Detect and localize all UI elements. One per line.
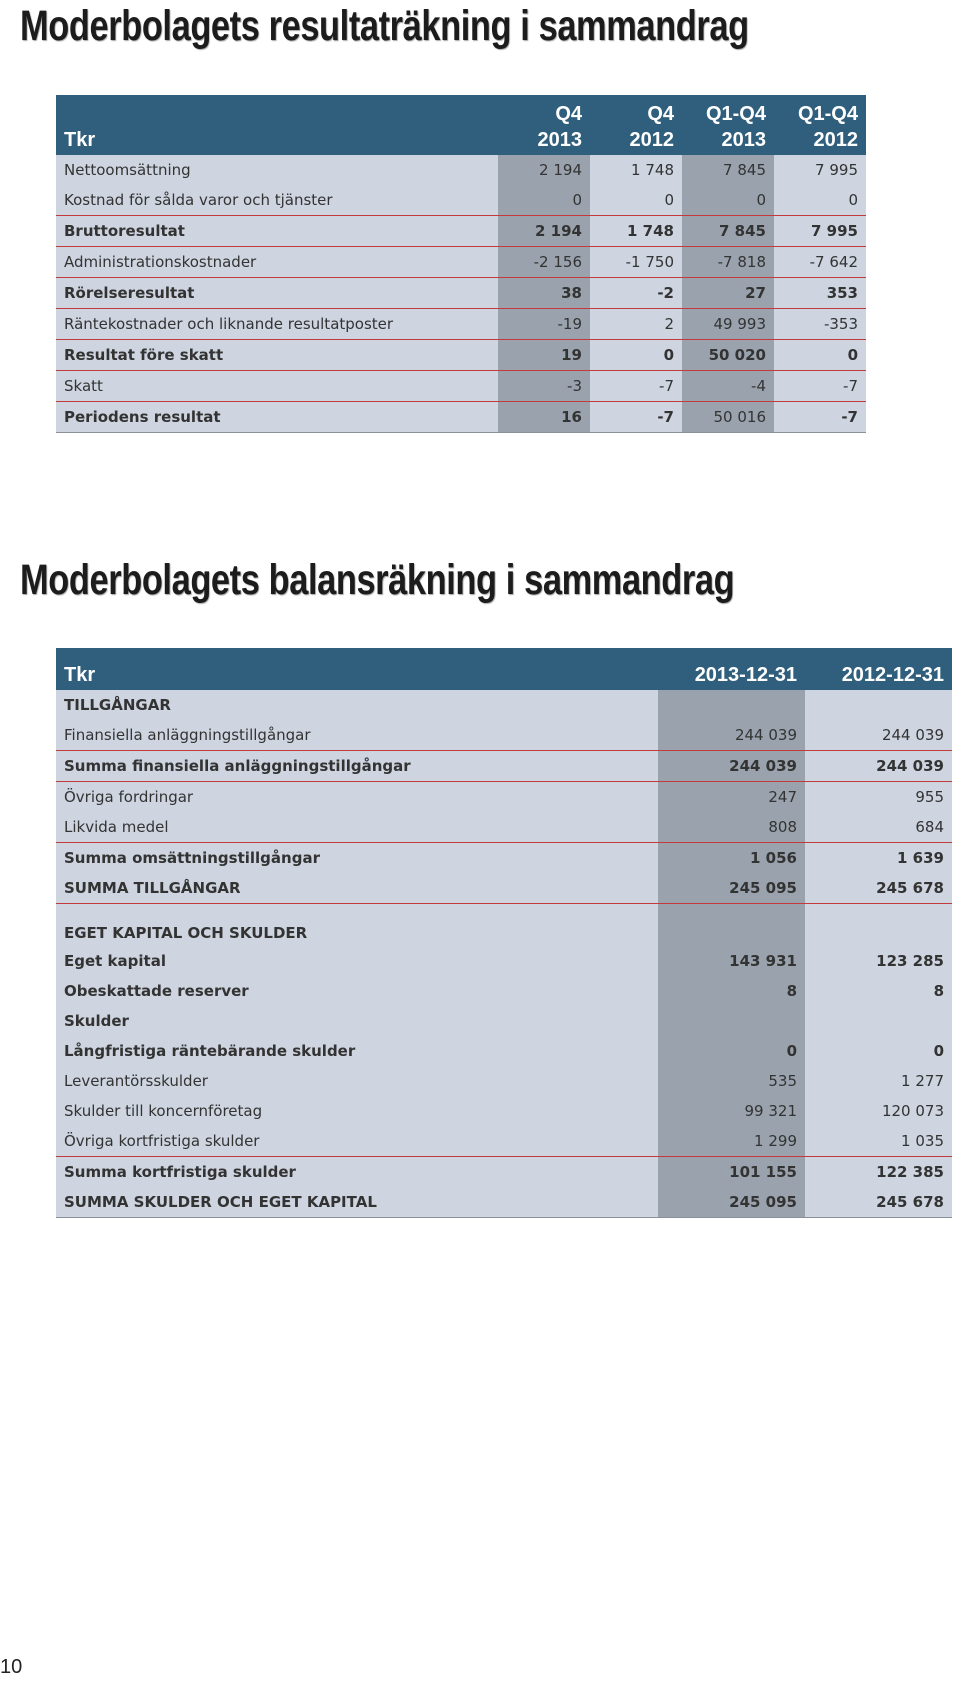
cell-value: -7 [590,371,682,402]
table-row [56,185,866,216]
cell-value: 244 039 [805,751,952,782]
cell-value [658,1006,805,1036]
section-header-row [56,690,952,720]
cell-value: 123 285 [876,952,944,970]
row-label: TILLGÅNGAR [64,696,171,714]
balance-header-row [56,648,952,690]
page-number: 10 [0,1656,23,1678]
table-row [56,751,952,782]
cell-value: 99 321 [658,1096,805,1126]
table-row [56,309,866,340]
table-row [56,340,866,371]
cell-value: 245 678 [876,879,944,897]
row-label: EGET KAPITAL OCH SKULDER [56,904,658,947]
row-label: Resultat före skatt [56,340,498,371]
table-row [56,155,866,185]
row-label: SUMMA TILLGÅNGAR [64,879,241,897]
cell-value: 245 095 [658,873,805,904]
cell-value: 0 [664,191,674,209]
cell-value: 684 [915,818,944,836]
cell-value: 38 [498,278,590,309]
cell-value: 143 931 [658,946,805,976]
cell-value: -7 642 [774,247,866,278]
row-label: Räntekostnader och liknande resultatposter [56,309,498,340]
row-label: Övriga fordringar [56,782,658,813]
table-row [56,1126,952,1157]
table-row [56,782,952,813]
row-label: Summa kortfristiga skulder [56,1157,658,1188]
cell-value: 1 639 [805,843,952,874]
table-row [56,278,866,309]
row-label: Kostnad för sålda varor och tjänster [64,191,333,209]
row-label: Summa omsättningstillgångar [56,843,658,874]
income-column-header: Q4 2012 [590,95,682,155]
table-row [56,812,952,843]
income-header-row [56,95,866,155]
table-row [56,946,952,976]
cell-value: 27 [682,278,774,309]
cell-value: -19 [498,309,590,340]
cell-value: 120 073 [881,1102,944,1120]
table-row [56,843,952,874]
cell-value: 7 995 [815,161,858,179]
cell-value: 1 748 [631,161,674,179]
cell-value: -3 [498,371,590,402]
income-column-header: Q4 2013 [498,95,590,155]
cell-value: -2 [590,278,682,309]
income-label-header: Tkr [56,95,498,155]
cell-value: -4 [682,371,774,402]
table-row [56,976,952,1006]
cell-value [658,690,805,720]
row-label: Rörelseresultat [56,278,498,309]
cell-value: -2 156 [498,247,590,278]
cell-value: 1 035 [901,1132,944,1150]
row-label: SUMMA SKULDER OCH EGET KAPITAL [56,1187,658,1218]
cell-value: 2 194 [498,155,590,185]
cell-value: 247 [658,782,805,813]
cell-value: 8 [658,976,805,1006]
table-row [56,402,866,433]
income-statement-table [56,95,866,433]
row-label: Skatt [56,371,498,402]
cell-value: 244 039 [658,720,805,751]
cell-value: 1 056 [658,843,805,874]
cell-value: 244 039 [881,726,944,744]
cell-value [805,1006,952,1036]
row-label: Finansiella anläggningstillgångar [64,726,311,744]
cell-value: 244 039 [658,751,805,782]
row-label: Skulder [64,1012,129,1030]
table-row [56,1187,952,1218]
cell-value: 7 845 [682,155,774,185]
cell-value: 49 993 [682,309,774,340]
cell-value: 808 [658,812,805,843]
row-label: Eget kapital [64,952,166,970]
table-row [56,247,866,278]
cell-value: 0 [774,340,866,371]
cell-value: 0 [682,185,774,216]
row-label: Leverantörsskulder [64,1072,208,1090]
row-label: Administrationskostnader [56,247,498,278]
row-label: Summa finansiella anläggningstillgångar [56,751,658,782]
cell-value: -7 818 [682,247,774,278]
income-statement-title: Moderbolagets resultaträkning i sammandrag [20,2,749,50]
row-label: Periodens resultat [56,402,498,433]
income-column-header: Q1-Q4 2013 [682,95,774,155]
balance-sheet-table [56,648,952,1218]
cell-value: 19 [498,340,590,371]
cell-value: -7 [590,402,682,433]
cell-value [805,690,952,720]
row-label: Bruttoresultat [56,216,498,247]
table-row [56,1066,952,1096]
cell-value: 0 [658,1036,805,1066]
row-label: Nettoomsättning [64,161,191,179]
cell-value: 50 020 [682,340,774,371]
balance-label-header: Tkr [56,648,658,690]
cell-value: 0 [933,1042,944,1060]
cell-value: -7 [774,371,866,402]
income-column-header: Q1-Q4 2012 [774,95,866,155]
table-row [56,1157,952,1188]
cell-value: 122 385 [805,1157,952,1188]
cell-value: 101 155 [658,1157,805,1188]
cell-value [658,904,805,947]
table-row [56,720,952,751]
table-row [56,1036,952,1066]
table-row [56,1006,952,1036]
cell-value: 353 [774,278,866,309]
table-row [56,873,952,904]
cell-value: 1 277 [901,1072,944,1090]
row-label: Skulder till koncernföretag [64,1102,263,1120]
cell-value: -1 750 [590,247,682,278]
cell-value: 1 299 [658,1126,805,1157]
row-label: Obeskattade reserver [64,982,249,1000]
cell-value: 16 [498,402,590,433]
balance-column-header: 2013-12-31 [658,648,805,690]
cell-value: 50 016 [682,402,774,433]
balance-sheet-title: Moderbolagets balansräkning i sammandrag [20,556,735,604]
cell-value: 0 [848,191,858,209]
cell-value: 7 845 [682,216,774,247]
cell-value: 1 748 [590,216,682,247]
cell-value: 245 678 [805,1187,952,1218]
table-row [56,216,866,247]
table-row [56,1096,952,1126]
cell-value: 2 194 [498,216,590,247]
cell-value: 955 [805,782,952,813]
cell-value: 0 [498,185,590,216]
cell-value: -7 [774,402,866,433]
table-row [56,371,866,402]
cell-value: 245 095 [658,1187,805,1218]
cell-value [805,904,952,947]
cell-value: 2 [590,309,682,340]
row-label: Övriga kortfristiga skulder [64,1132,260,1150]
row-label: Långfristiga räntebärande skulder [64,1042,356,1060]
section-header-row [56,904,952,947]
cell-value: 7 995 [774,216,866,247]
cell-value: -353 [774,309,866,340]
balance-column-header: 2012-12-31 [805,648,952,690]
cell-value: 535 [658,1066,805,1096]
cell-value: 8 [933,982,944,1000]
cell-value: 0 [590,340,682,371]
row-label: Likvida medel [64,818,169,836]
